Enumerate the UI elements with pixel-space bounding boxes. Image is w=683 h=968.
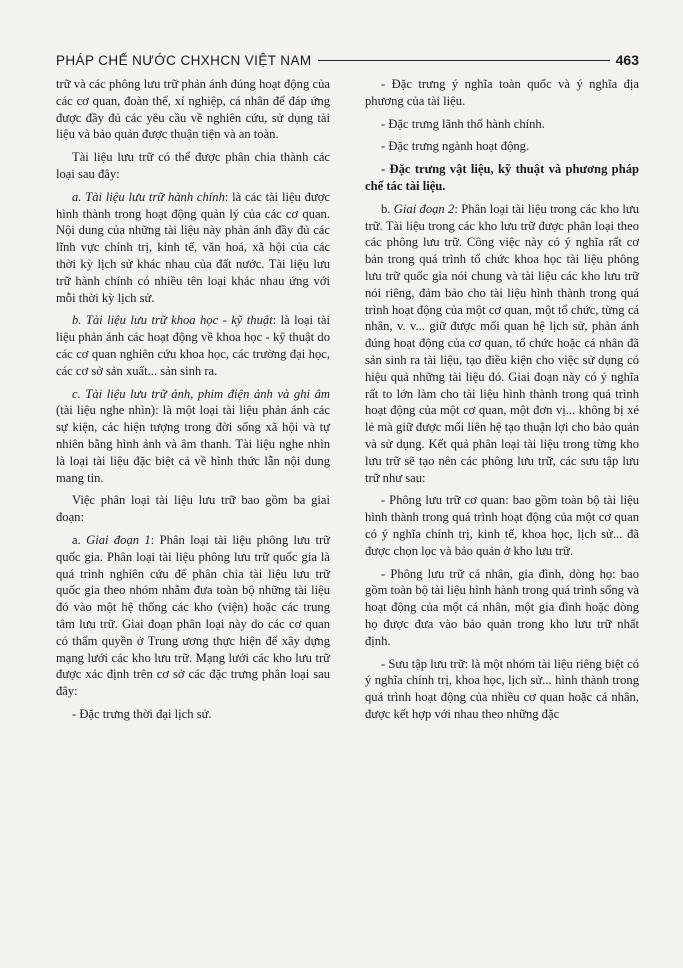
paragraph-text: (tài liệu nghe nhìn): là một loại tài liệu phản ánh các sự kiện, các hiện tượng trong đời sống xã hội và tự nhiên bằng hình ảnh và âm thanh. Tài liệu nghe nhìn là loại tài liệu đặc biệt cả về hình thức lẫn nội dung mang tin. xyxy=(56,403,330,485)
paragraph xyxy=(365,201,639,487)
paragraph xyxy=(56,532,330,700)
paragraph xyxy=(365,161,639,195)
paragraph xyxy=(365,138,639,155)
text-columns xyxy=(56,76,639,723)
list-marker: b. xyxy=(381,201,394,216)
paragraph-text: : là các tài liệu được hình thành trong hoạt động quản lý của các cơ quan. Nội dung của những tài liệu này phản ánh đầy đủ các lĩnh vực chính trị, kinh tế, văn hoá, xã hội của các thời kỳ lịch sử khác nhau của đất nước. Tài liệu lưu trữ hành chính có nhiều tên loại khác nhau ứng với mỗi thời kỳ lịch sử. xyxy=(56,189,330,305)
page-number: 463 xyxy=(615,52,639,68)
paragraph xyxy=(365,76,639,110)
paragraph-text: - Đặc trưng lãnh thổ hành chính. xyxy=(381,116,545,131)
right-column xyxy=(365,76,639,723)
term-label: b. Tài liệu lưu trữ khoa học - kỹ thuật xyxy=(72,313,273,328)
paragraph xyxy=(365,492,639,559)
paragraph-text: - Phông lưu trữ cơ quan: bao gồm toàn bộ tài liệu hình thành trong quá trình hoạt động của một cơ quan có ý nghĩa chính trị, kinh tế, khoa học, lịch sử... đã được chọn lọc và bảo quản ở kho lưu trữ. xyxy=(365,493,639,558)
paragraph xyxy=(56,149,330,183)
term-label: a. Tài liệu lưu trữ hành chính xyxy=(72,189,225,204)
header-rule xyxy=(318,60,610,61)
paragraph-text: - Sưu tập lưu trữ: là một nhóm tài liệu riêng biệt có ý nghĩa chính trị, khoa học, lịch sử... hình thành trong quá trình hoạt động của nhiều cơ quan hoặc cá nhân, được kết hợp với nhau theo những đặc xyxy=(365,656,639,721)
paragraph-text: Tài liệu lưu trữ có thể được phân chia thành các loại sau đây: xyxy=(56,150,330,181)
paragraph xyxy=(365,566,639,650)
paragraph xyxy=(56,492,330,526)
term-label: c. Tài liệu lưu trữ ảnh, phim điện ảnh và ghi âm xyxy=(72,386,330,401)
paragraph-text: : Phân loại tài liệu trong các kho lưu trữ. Tài liệu trong các kho lưu trữ được phân loại theo các phông lưu trữ. Công việc này có ý nghĩa rất cơ bản trong quá trình tổ chức khoa học tài liệu phông lưu trữ quốc gia nói chung và tài liệu các kho lưu trữ nói riêng, đảm bảo cho tài liệu hình thành trong quá trình hoạt động của một cơ quan, một tổ chức, từng cá nhân, v. v... giữ được mối quan hệ lịch sử, phản ánh đúng hoạt động của cơ quan, tổ chức hoặc cá nhân đã sản sinh ra tài liệu, tạo điều kiện cho việc sử dụng có hiệu quả những tài liệu đó. Giai đoạn này có ý nghĩa rất to lớn làm cho tài liệu hình thành trong quá trình hoạt động của một cơ quan, một đơn vị... không bị xé lẻ mà giữ được mối liên hệ tạo thuận lợi cho bảo quản và sử dụng. Kết quả phân loại tài liệu trong từng kho lưu trữ sẽ tạo nên các phông lưu trữ, các sưu tập lưu trữ như sau: xyxy=(365,201,640,485)
paragraph-text: - Đặc trưng ngành hoạt động. xyxy=(381,139,530,154)
paragraph xyxy=(365,116,639,133)
paragraph-text: - Phông lưu trữ cá nhân, gia đình, dòng họ: bao gồm toàn bộ tài liệu hình hành trong quá trình sống và hoạt động của một cá nhân, một gia đình hoặc dòng họ được đưa vào bảo quản trong kho lưu trữ nhất định. xyxy=(365,566,639,648)
paragraph xyxy=(56,706,330,723)
paragraph xyxy=(56,312,330,379)
header-title: PHÁP CHẾ NƯỚC CHXHCN VIỆT NAM xyxy=(56,52,312,68)
list-marker: a. xyxy=(72,532,87,547)
paragraph-text: Việc phân loại tài liệu lưu trữ bao gồm ba giai đoạn: xyxy=(56,493,330,525)
left-column xyxy=(56,76,330,723)
running-header xyxy=(56,50,639,70)
paragraph-text: - Đặc trưng vật liệu, kỹ thuật và phương pháp chế tác tài liệu. xyxy=(365,162,639,193)
paragraph xyxy=(56,189,330,307)
paragraph-text: - Đặc trưng thời đại lịch sử. xyxy=(72,706,212,721)
paragraph xyxy=(56,76,330,143)
paragraph-text: : là loại tài liệu phản ánh các hoạt động về khoa học - kỹ thuật do các cơ quan nghiên cứu khoa học, các trường đại học, các cơ sở sản xuất... sản sinh ra. xyxy=(56,313,330,378)
paragraph-text: trữ và các phông lưu trữ phản ánh đúng hoạt động của các cơ quan, đoàn thể, xí nghiệp, cá nhân để đáp ứng được đầy đủ các yêu cầu về nghiên cứu, sử dụng tài liệu và bảo quản được thuận tiện và an toàn. xyxy=(56,77,330,142)
paragraph-text: : Phân loại tài liệu phông lưu trữ quốc gia. Phân loại tài liệu phông lưu trữ quốc gia là quá trình nghiên cứu để phân chia tài liệu lưu trữ quốc gia theo nhóm nhằm đưa toàn bộ những tài liệu đó vào một hệ thống các kho (viện) hoặc các trung tâm lưu trữ. Giai đoạn phân loại này do các cơ quan có thẩm quyền ở Trung ương thực hiện để xây dựng mạng lưới các kho lưu trữ. Mạng lưới các kho lưu trữ được xác định trên cơ sở các đặc trưng phân loại sau đây: xyxy=(56,532,330,699)
term-label: Giai đoạn 1 xyxy=(86,532,151,547)
paragraph xyxy=(56,386,330,487)
term-label: Giai đoạn 2 xyxy=(393,201,455,216)
paragraph xyxy=(365,656,639,723)
paragraph-text: - Đặc trưng ý nghĩa toàn quốc và ý nghĩa địa phương của tài liệu. xyxy=(365,77,639,108)
